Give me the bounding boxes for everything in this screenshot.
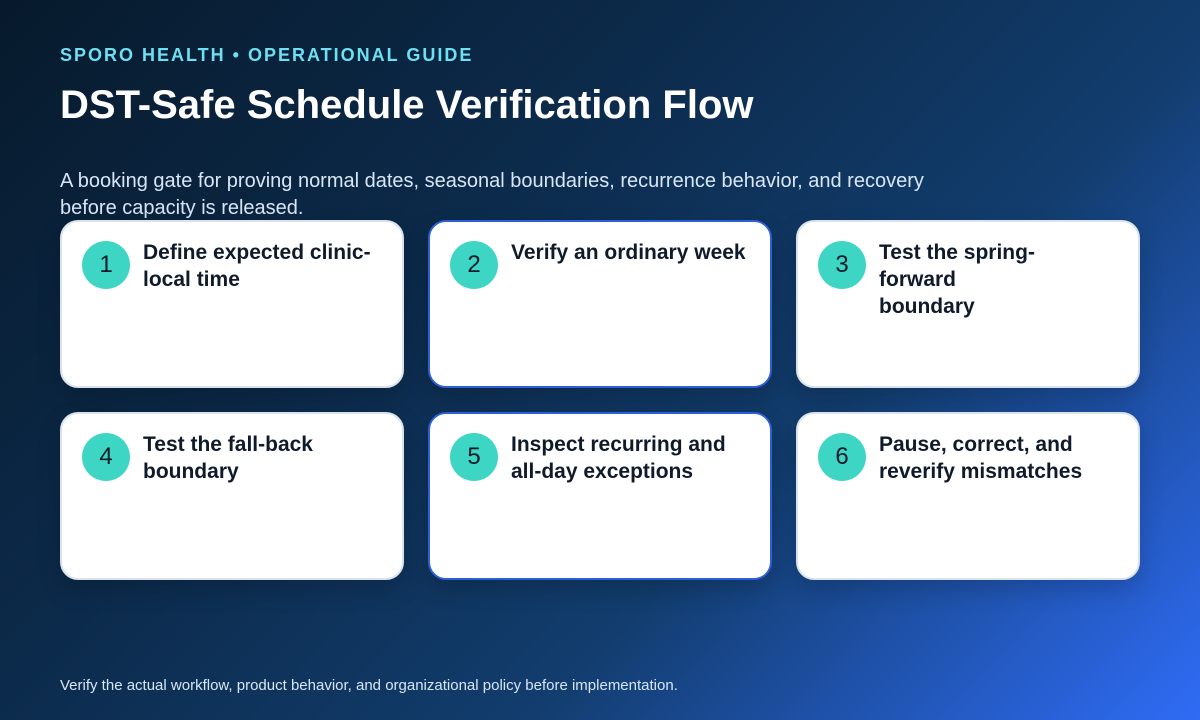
step-number-badge: 3 (818, 241, 866, 289)
step-number-badge: 6 (818, 433, 866, 481)
step-card-6 (796, 412, 1140, 580)
step-number-badge: 4 (82, 433, 130, 481)
step-title: Pause, correct, and reverify mismatches (879, 433, 1083, 483)
step-number-badge: 1 (82, 241, 130, 289)
footer-note: Verify the actual workflow, product behavior, and organizational policy before implementation. (60, 677, 678, 694)
step-number-badge: 2 (450, 241, 498, 289)
steps-grid (60, 220, 1140, 580)
step-title: Test the fall-back boundary (143, 433, 313, 483)
step-title: Inspect recurring and all-day exceptions (511, 433, 726, 483)
step-title: Define expected clinic-local time (143, 241, 371, 291)
page-subtitle: A booking gate for proving normal dates, seasonal boundaries, recurrence behavior, and recovery before capacity is released. (60, 170, 924, 219)
eyebrow-label: SPORO HEALTH • OPERATIONAL GUIDE (60, 45, 474, 65)
page-title: DST-Safe Schedule Verification Flow (60, 83, 754, 127)
step-title: Verify an ordinary week (511, 241, 746, 264)
step-card-5 (428, 412, 772, 580)
step-card-1 (60, 220, 404, 388)
step-number-badge: 5 (450, 433, 498, 481)
step-title: Test the spring-forward boundary (879, 241, 1035, 318)
step-card-3 (796, 220, 1140, 388)
step-card-2 (428, 220, 772, 388)
step-card-4 (60, 412, 404, 580)
